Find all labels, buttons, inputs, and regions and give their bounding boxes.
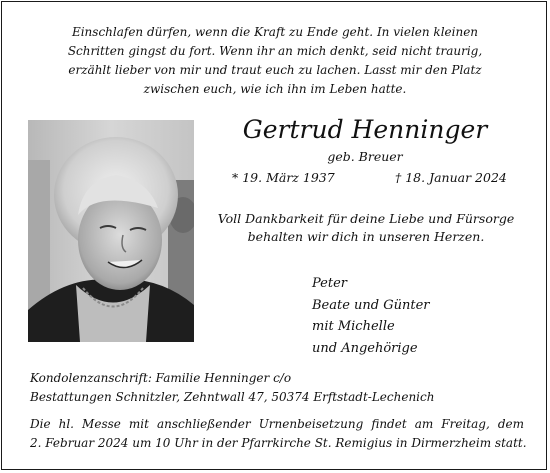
mass-line: Die hl. Messe mit anschließender Urnenbeisetzung findet am Freitag, dem xyxy=(30,417,524,431)
condolence-address xyxy=(30,369,530,407)
mourner-line: Peter xyxy=(312,276,347,291)
portrait-image xyxy=(28,120,194,342)
poem-line: zwischen euch, wie ich ihn im Leben hatte. xyxy=(143,82,407,96)
mourner-line: und Angehörige xyxy=(312,340,418,356)
poem-line: erzählt lieber von mir und traut euch zu lachen. Lasst mir den Platz xyxy=(68,63,482,77)
poem-line: Schritten gingst du fort. Wenn ihr an mich denkt, seid nicht traurig, xyxy=(67,44,483,58)
mourners-list xyxy=(312,273,532,359)
deceased-name: Gertrud Henninger xyxy=(242,115,488,144)
thanks-text xyxy=(196,210,536,246)
portrait-photo xyxy=(28,120,194,342)
mourner-line: mit Michelle xyxy=(312,319,395,334)
maiden-name: geb. Breuer xyxy=(327,149,403,164)
address-line: Kondolenzanschrift: Familie Henninger c/o xyxy=(30,371,292,385)
birth-date: * 19. März 1937 xyxy=(232,170,335,185)
thanks-line: behalten wir dich in unseren Herzen. xyxy=(247,229,485,244)
poem-line: Einschlafen dürfen, wenn die Kraft zu Ende geht. In vielen kleinen xyxy=(71,25,479,39)
mass-line: 2. Februar 2024 um 10 Uhr in der Pfarrkirche St. Remigius in Dirmerzheim statt. xyxy=(30,436,527,450)
mourner-line: Beate und Günter xyxy=(312,297,430,313)
thanks-line: Voll Dankbarkeit für deine Liebe und Fürsorge xyxy=(217,211,515,226)
funeral-mass-notice xyxy=(30,415,527,453)
poem xyxy=(40,23,510,99)
death-date: † 18. Januar 2024 xyxy=(395,170,507,185)
address-line: Bestattungen Schnitzler, Zehntwall 47, 50374 Erftstadt-Lechenich xyxy=(30,390,435,404)
